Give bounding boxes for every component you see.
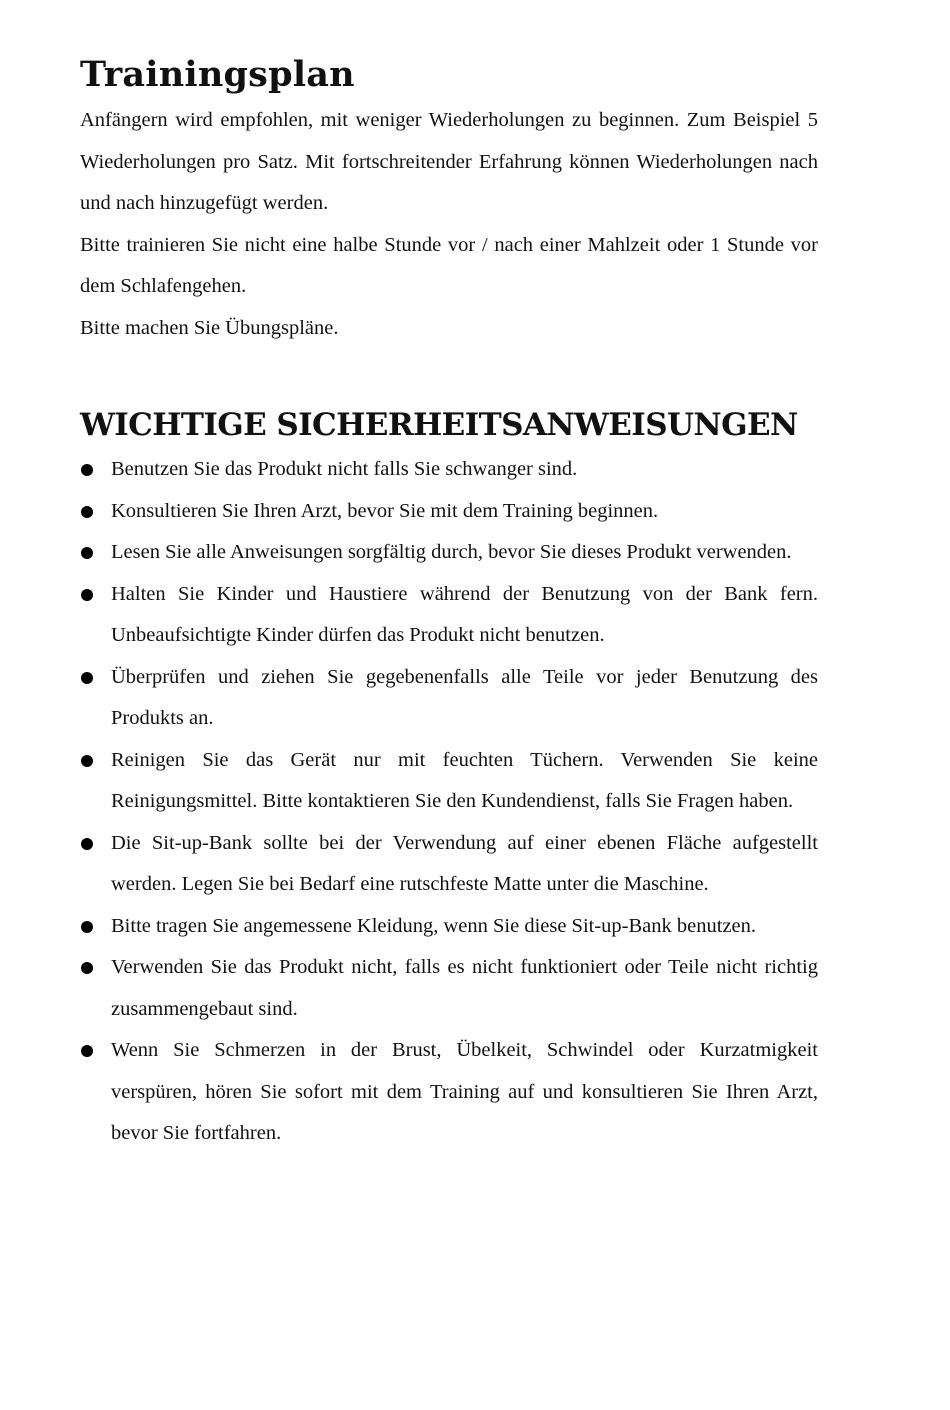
safety-list-item [80, 823, 818, 906]
safety-list-item [80, 947, 818, 1030]
bullet-icon [81, 506, 93, 518]
safety-heading: WICHTIGE SICHERHEITSANWEISUNGEN [80, 407, 798, 443]
safety-list-item [80, 740, 818, 823]
safety-list-item [80, 1030, 818, 1155]
training-plan-heading: Trainingsplan [80, 54, 355, 95]
safety-item-text: Die Sit-up-Bank sollte bei der Verwendung auf einer ebenen Fläche aufgestellt werden. Legen Sie bei Bedarf eine rutschfeste Matte unter die Maschine. [111, 831, 818, 895]
safety-item-text: Halten Sie Kinder und Haustiere während der Benutzung von der Bank fern. Unbeaufsichtigte Kinder dürfen das Produkt nicht benutzen. [111, 582, 818, 646]
bullet-icon [81, 921, 93, 933]
safety-item-text: Bitte tragen Sie angemessene Kleidung, wenn Sie diese Sit-up-Bank benutzen. [111, 914, 757, 937]
bullet-icon [81, 755, 93, 767]
document-page [80, 50, 818, 1155]
safety-list-item [80, 449, 818, 491]
safety-list-item [80, 574, 818, 657]
training-paragraph: Bitte trainieren Sie nicht eine halbe Stunde vor / nach einer Mahlzeit oder 1 Stunde vor dem Schlafengehen. [80, 233, 818, 297]
safety-list-item [80, 532, 818, 574]
bullet-icon [81, 1045, 93, 1057]
training-paragraph: Bitte machen Sie Übungspläne. [80, 316, 339, 339]
safety-item-text: Wenn Sie Schmerzen in der Brust, Übelkeit, Schwindel oder Kurzatmigkeit verspüren, hören Sie sofort mit dem Training auf und konsultieren Sie Ihren Arzt, bevor Sie fortfahren. [111, 1039, 818, 1144]
bullet-icon [81, 962, 93, 974]
bullet-icon [81, 672, 93, 684]
bullet-icon [81, 464, 93, 476]
safety-item-text: Konsultieren Sie Ihren Arzt, bevor Sie mit dem Training beginnen. [111, 499, 659, 522]
safety-list-item [80, 657, 818, 740]
bullet-icon [81, 589, 93, 601]
safety-item-text: Lesen Sie alle Anweisungen sorgfältig durch, bevor Sie dieses Produkt verwenden. [111, 541, 792, 563]
safety-item-text: Benutzen Sie das Produkt nicht falls Sie schwanger sind. [111, 458, 578, 480]
safety-list-item [80, 906, 818, 948]
safety-list-item [80, 491, 818, 533]
safety-item-text: Reinigen Sie das Gerät nur mit feuchten Tüchern. Verwenden Sie keine Reinigungsmittel. Bitte kontaktieren Sie den Kundendienst, falls Sie Fragen haben. [111, 748, 818, 812]
safety-item-text: Verwenden Sie das Produkt nicht, falls es nicht funktioniert oder Teile nicht richtig zusammengebaut sind. [111, 956, 818, 1020]
bullet-icon [81, 838, 93, 850]
training-paragraph: Anfängern wird empfohlen, mit weniger Wiederholungen zu beginnen. Zum Beispiel 5 Wiederholungen pro Satz. Mit fortschreitender Erfahrung können Wiederholungen nach und nach hinzugefügt werden. [80, 109, 818, 214]
bullet-icon [81, 547, 93, 559]
safety-list [80, 449, 818, 1155]
safety-item-text: Überprüfen und ziehen Sie gegebenenfalls alle Teile vor jeder Benutzung des Produkts an. [111, 665, 818, 729]
